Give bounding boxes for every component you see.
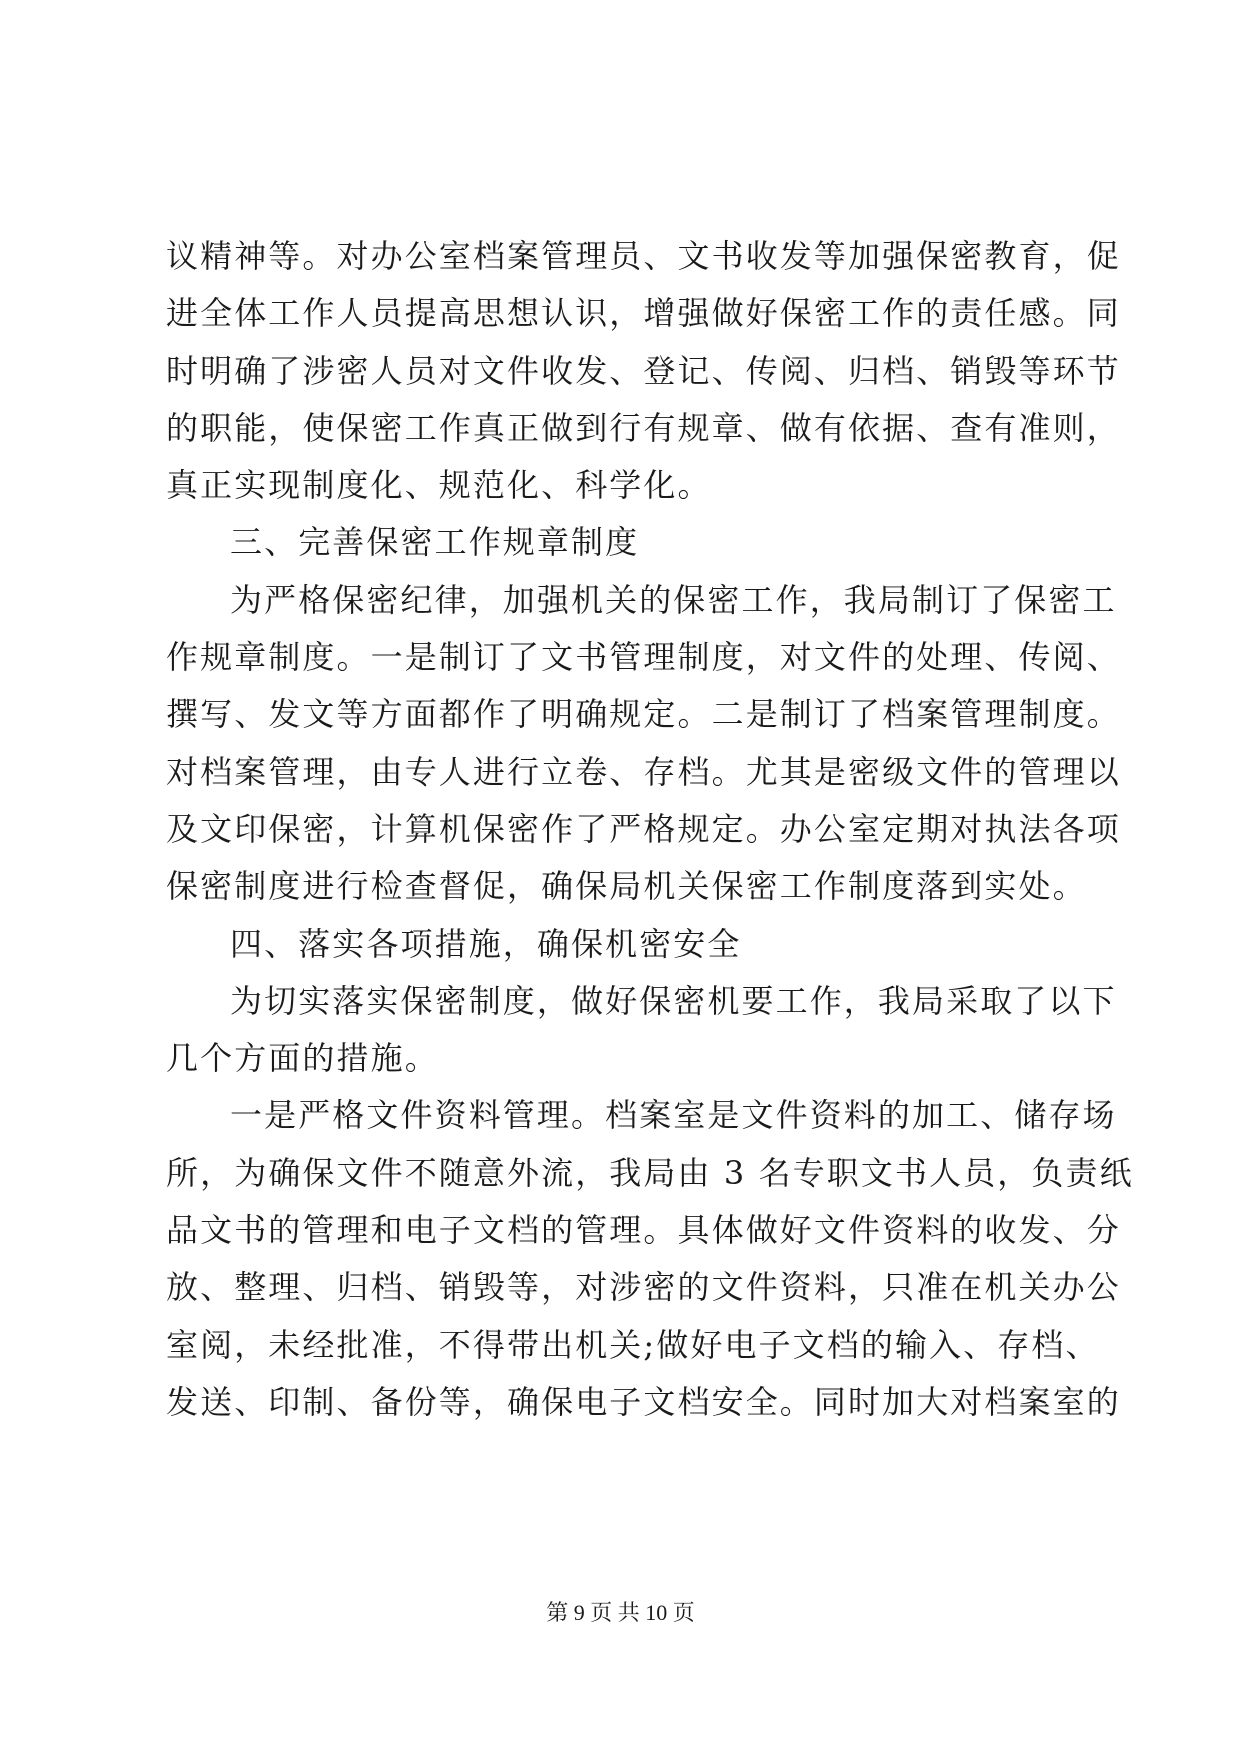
body-line: 所，为确保文件不随意外流，我局由 3 名专职文书人员，负责纸	[166, 1153, 1134, 1192]
body-line: 撰写、发文等方面都作了明确规定。二是制订了档案管理制度。	[166, 695, 1121, 734]
body-line: 议精神等。对办公室档案管理员、文书收发等加强保密教育，促	[166, 237, 1121, 275]
body-line: 进全体工作人员提高思想认识，增强做好保密工作的责任感。同	[166, 294, 1121, 333]
body-line: 放、整理、归档、销毁等，对涉密的文件资料，只准在机关办公	[166, 1268, 1121, 1307]
body-line: 保密制度进行检查督促，确保局机关保密工作制度落到实处。	[166, 867, 1087, 906]
body-line: 对档案管理，由专人进行立卷、存档。尤其是密级文件的管理以	[166, 752, 1121, 791]
section-heading: 四、落实各项措施，确保机密安全	[230, 924, 742, 963]
body-line: 为切实落实保密制度，做好保密机要工作，我局采取了以下	[230, 981, 1117, 1020]
body-line: 的职能，使保密工作真正做到行有规章、做有依据、查有准则，	[166, 408, 1121, 447]
document-body	[166, 228, 1134, 1431]
body-line: 品文书的管理和电子文档的管理。具体做好文件资料的收发、分	[166, 1211, 1121, 1250]
body-line: 发送、印制、备份等，确保电子文档安全。同时加大对档案室的	[166, 1382, 1121, 1421]
section-heading: 三、完善保密工作规章制度	[230, 523, 640, 562]
body-line: 一是严格文件资料管理。档案室是文件资料的加工、储存场	[230, 1096, 1117, 1135]
body-line: 真正实现制度化、规范化、科学化。	[166, 466, 712, 505]
body-line: 几个方面的措施。	[166, 1039, 439, 1078]
body-line: 及文印保密，计算机保密作了严格规定。办公室定期对执法各项	[166, 809, 1121, 848]
body-line: 室阅，未经批准，不得带出机关;做好电子文档的输入、存档、	[166, 1325, 1100, 1364]
body-line: 时明确了涉密人员对文件收发、登记、传阅、归档、销毁等环节	[166, 351, 1121, 390]
body-line: 作规章制度。一是制订了文书管理制度，对文件的处理、传阅、	[166, 638, 1121, 677]
body-line: 为严格保密纪律，加强机关的保密工作，我局制订了保密工	[230, 580, 1117, 619]
page-number-footer: 第 9 页 共 10 页	[546, 1600, 695, 1625]
